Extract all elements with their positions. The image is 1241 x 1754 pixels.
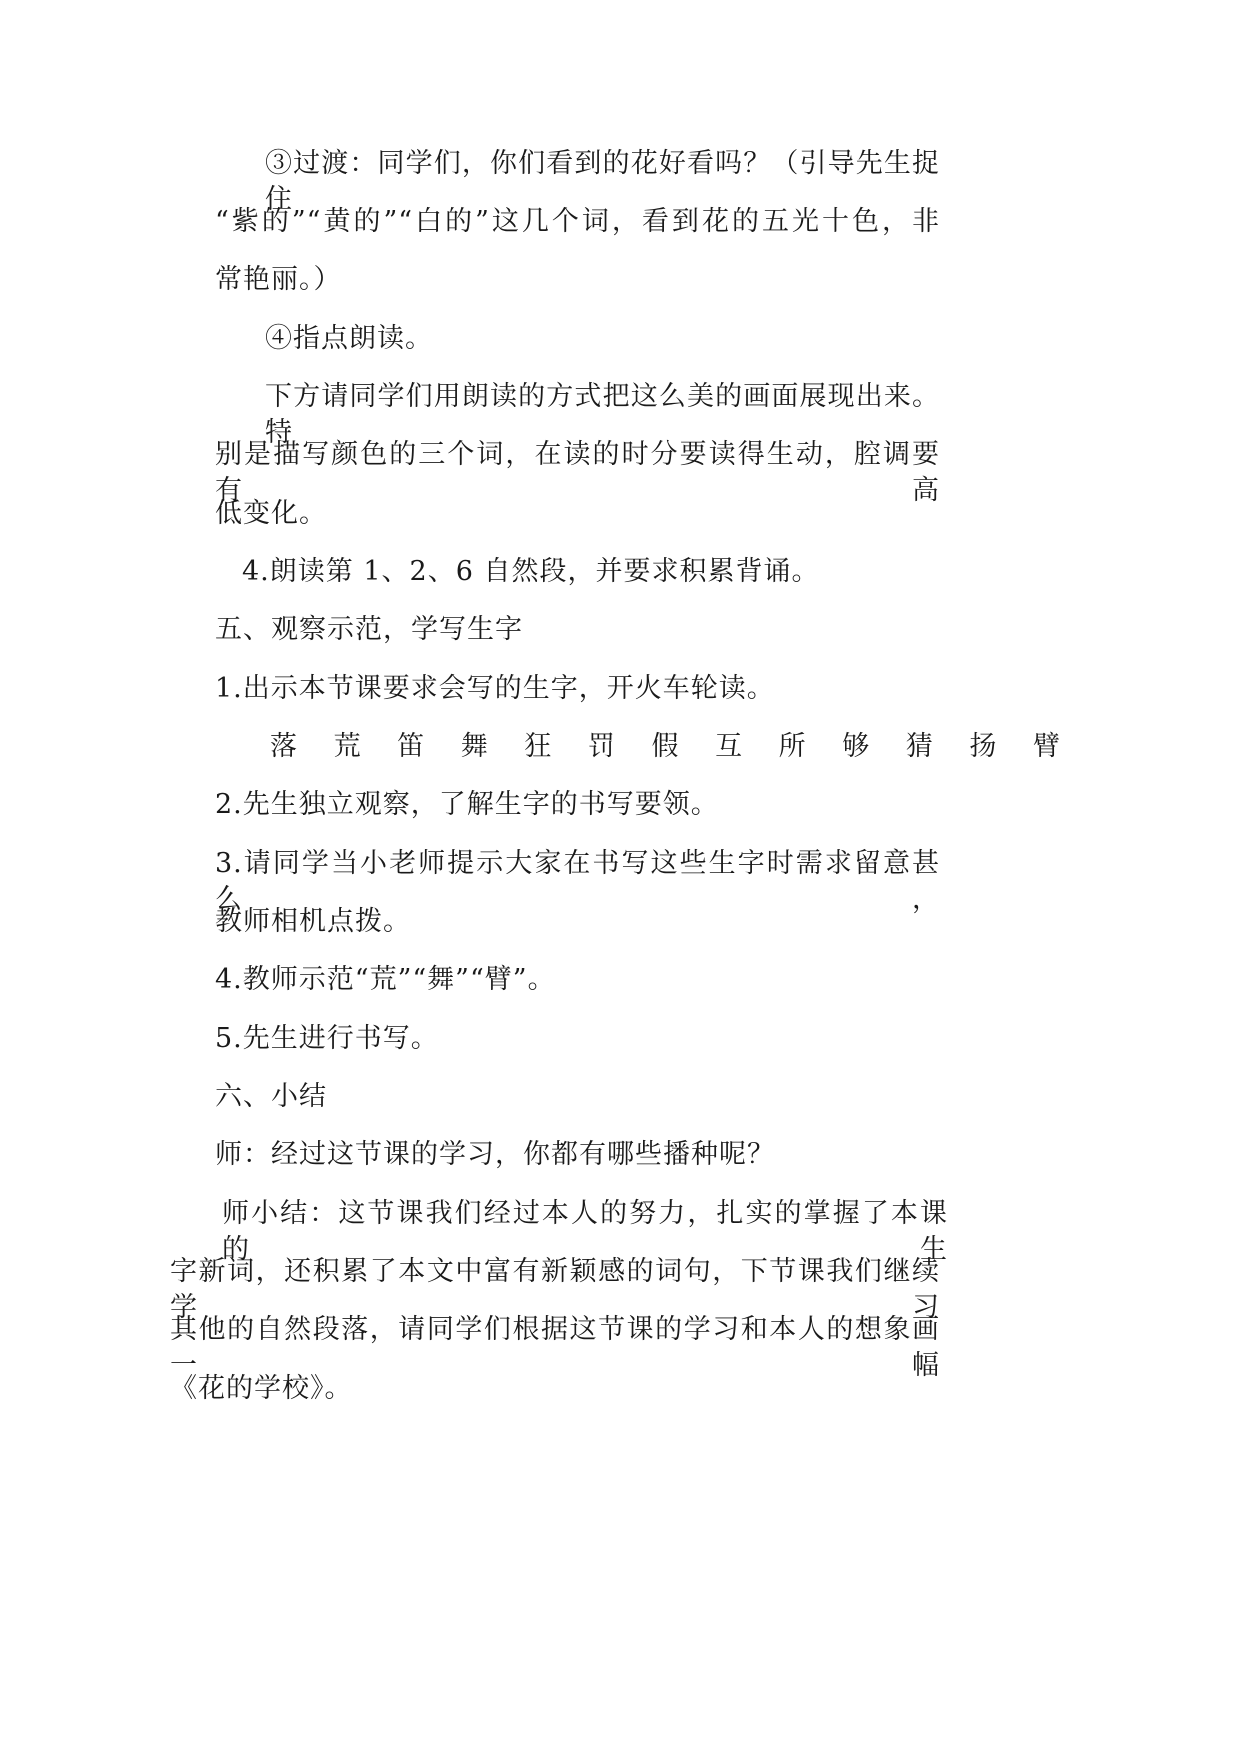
paragraph-line-15: 4.教师示范“荒”“舞”“臂”。 — [215, 964, 556, 995]
paragraph-line-22: 《花的学校》。 — [170, 1373, 353, 1404]
section-heading-6: 六、小结 — [215, 1081, 327, 1112]
paragraph-line-8: 4.朗读第 1、2、6 自然段，并要求积累背诵。 — [242, 556, 820, 587]
paragraph-line-16: 5.先生进行书写。 — [215, 1023, 439, 1054]
paragraph-line-21: 其他的自然段落，请同学们根据这节课的学习和本人的想象画一幅 — [170, 1314, 940, 1381]
paragraph-line-20: 字新词，还积累了本文中富有新颖感的词句，下节课我们继续学习 — [170, 1256, 940, 1323]
paragraph-line-13: 3.请同学当小老师提示大家在书写这些生字时需求留意甚么， — [215, 848, 940, 915]
paragraph-line-6: 别是描写颜色的三个词，在读的时分要读得生动，腔调要有高 — [215, 439, 940, 506]
paragraph-line-2: “紫的”“黄的”“白的”这几个词，看到花的五光十色，非 — [215, 206, 940, 237]
paragraph-line-7: 低变化。 — [215, 498, 327, 529]
paragraph-line-12: 2.先生独立观察，了解生字的书写要领。 — [215, 789, 719, 820]
paragraph-line-4: ④指点朗读。 — [265, 323, 433, 354]
paragraph-line-3: 常艳丽。） — [215, 264, 342, 295]
character-list: 落 荒 笛 舞 狂 罚 假 互 所 够 猜 扬 臂 — [270, 731, 1074, 762]
paragraph-line-19: 师小结：这节课我们经过本人的努力，扎实的掌握了本课的生 — [222, 1198, 948, 1265]
paragraph-line-10: 1.出示本节课要求会写的生字，开火车轮读。 — [215, 673, 775, 704]
paragraph-line-1: ③过渡：同学们，你们看到的花好看吗？（引导先生捉住 — [265, 148, 940, 215]
paragraph-line-18: 师：经过这节课的学习，你都有哪些播种呢？ — [215, 1139, 775, 1170]
paragraph-line-5: 下方请同学们用朗读的方式把这么美的画面展现出来。特 — [265, 381, 940, 448]
section-heading-5: 五、观察示范，学写生字 — [215, 614, 523, 645]
paragraph-line-14: 教师相机点拨。 — [215, 906, 411, 937]
